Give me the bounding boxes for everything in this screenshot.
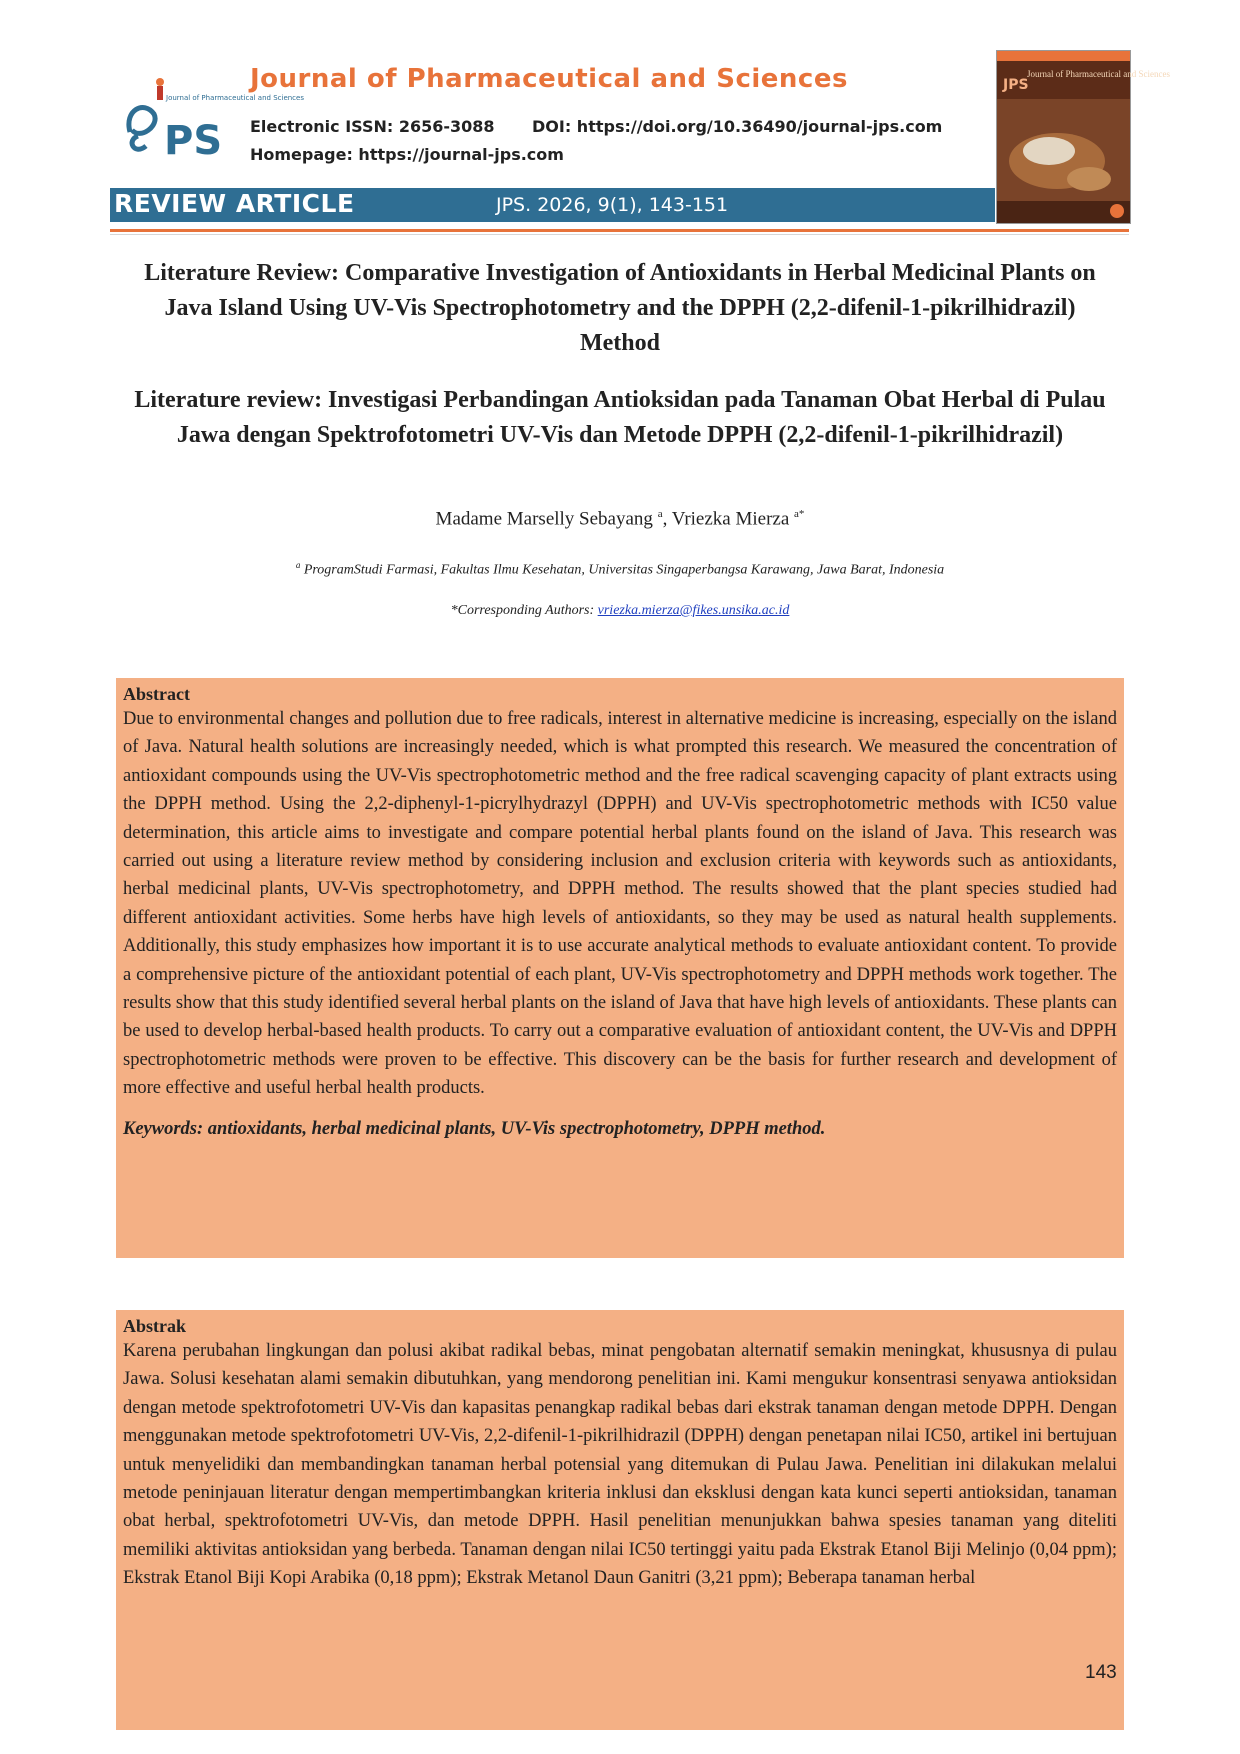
author-affiliation-mark: a: [657, 508, 663, 520]
corresponding-email-link[interactable]: vriezka.mierza@fikes.unsika.ac.id: [597, 603, 790, 618]
page-number: 143: [1085, 1662, 1117, 1683]
author-name: Madame Marselly Sebayang: [435, 508, 653, 530]
keywords-label: Keywords: [123, 1118, 197, 1139]
keywords: [123, 1115, 1117, 1143]
abstract-body: Due to environmental changes and pollution due to free radicals, interest in alternative medicine is increasing, especially on the island of Java. Natural health solutions are increasingly needed, which is what prompted this research. We measured the concentration of antioxidant compounds using the UV-Vis spectrophotometric method and the free radical scavenging capacity of plant extracts using the DPPH method. Using the 2,2-diphenyl-1-picrylhydrazyl (DPPH) and UV-Vis spectrophotometric methods with IC50 value determination, this article aims to investigate and compare potential herbal plants found on the island of Java. This research was carried out using a literature review method by considering inclusion and exclusion criteria with keywords such as antioxidants, herbal medicinal plants, UV-Vis spectrophotometry, and DPPH method. The results showed that the plant species studied had different antioxidant activities. Some herbs have high levels of antioxidants, so they may be used as natural health supplements. Additionally, this study emphasizes how important it is to use accurate analytical methods to evaluate antioxidant content. To provide a comprehensive picture of the antioxidant potential of each plant, UV-Vis spectrophotometry and DPPH methods work together. The results show that this study identified several herbal plants on the island of Java that have high levels of antioxidants. These plants can be used to develop herbal-based health products. To carry out a comparative evaluation of antioxidant content, the UV-Vis and DPPH spectrophotometric methods were proven to be effective. This discovery can be the basis for further research and development of more effective and useful herbal health products.: [123, 709, 1117, 1099]
abstract-english: [116, 678, 1124, 1258]
affiliation-mark: a: [295, 560, 301, 570]
cover-title: Journal of Pharmaceutical and Sciences: [1027, 69, 1170, 79]
header-divider-thin: [110, 234, 1129, 235]
journal-cover-image: [996, 50, 1170, 224]
header-divider: [110, 229, 1129, 232]
affiliation-text: ProgramStudi Farmasi, Fakultas Ilmu Kesehatan, Universitas Singaperbangsa Karawang, Jawa Barat, Indonesia: [303, 562, 945, 578]
author-affiliation-mark: a*: [794, 508, 805, 520]
affiliation: [130, 560, 1110, 579]
journal-title: Journal of Pharmaceutical and Sciences: [250, 64, 848, 94]
svg-text:PS: PS: [164, 118, 223, 164]
logo-text: Journal of Pharmaceutical and Sciences: [166, 94, 304, 102]
article-citation: JPS. 2026, 9(1), 143-151: [496, 194, 729, 216]
journal-logo: [120, 70, 304, 164]
title-english: Literature Review: Comparative Investigation of Antioxidants in Herbal Medicinal Plants on Java Island Using UV-Vis Spectrophotometry and the DPPH (2,2-difenil-1-pikrilhidrazil) Method: [144, 260, 1096, 356]
svg-text:JPS: JPS: [1003, 77, 1029, 93]
abstrak-body: Karena perubahan lingkungan dan polusi akibat radikal bebas, minat pengobatan alternatif semakin meningkat, khususnya di pulau Jawa. Solusi kesehatan alami semakin dibutuhkan, yang mendorong penelitian ini. Kami mengukur konsentrasi senyawa antioksidan dengan metode spektrofotometri UV-Vis dan kapasitas penangkap radikal bebas dari ekstrak tanaman dengan metode DPPH. Dengan menggunakan metode spektrofotometri UV-Vis, 2,2-difenil-1-pikrilhidrazil (DPPH) dengan penetapan nilai IC50, artikel ini bertujuan untuk menyelidiki dan membandingkan tanaman herbal potensial yang ditemukan di Pulau Jawa. Penelitian ini dilakukan melalui metode peninjauan literatur dengan mempertimbangkan kriteria inklusi dan eksklusi dengan kata kunci seperti antioksidan, tanaman obat herbal, spektrofotometri UV-Vis, dan metode DPPH. Hasil penelitian menunjukkan bahwa spesies tanaman yang diteliti memiliki aktivitas antioksidan yang berbeda. Tanaman dengan nilai IC50 tertinggi yaitu pada Ekstrak Etanol Biji Melinjo (0,04 ppm); Ekstrak Etanol Biji Kopi Arabika (0,18 ppm); Ekstrak Metanol Daun Ganitri (3,21 ppm); Beberapa tanaman herbal: [123, 1341, 1117, 1589]
abstract-heading: Abstract: [123, 684, 190, 704]
corresponding-author: [130, 603, 1110, 619]
corresponding-label: *Corresponding Authors:: [450, 603, 598, 618]
keywords-list: : antioxidants, herbal medicinal plants, UV-Vis spectrophotometry, DPPH method.: [197, 1118, 826, 1139]
title-indonesian: Literature review: Investigasi Perbandingan Antioksidan pada Tanaman Obat Herbal di Pulau Jawa dengan Spektrofotometri UV-Vis dan Metode DPPH (2,2-difenil-1-pikrilhidrazil): [134, 387, 1106, 448]
article-type: REVIEW ARTICLE: [114, 189, 355, 218]
abstrak-heading: Abstrak: [123, 1316, 187, 1336]
author-list: [130, 508, 1110, 530]
abstract-indonesian: [116, 1310, 1124, 1730]
author-name: Vriezka Mierza: [671, 508, 790, 530]
homepage[interactable]: Homepage: https://journal-jps.com: [250, 145, 564, 164]
author-separator: ,: [662, 508, 672, 530]
doi[interactable]: DOI: https://doi.org/10.36490/journal-jps.com: [532, 117, 943, 136]
issn: Electronic ISSN: 2656-3088: [250, 117, 495, 136]
